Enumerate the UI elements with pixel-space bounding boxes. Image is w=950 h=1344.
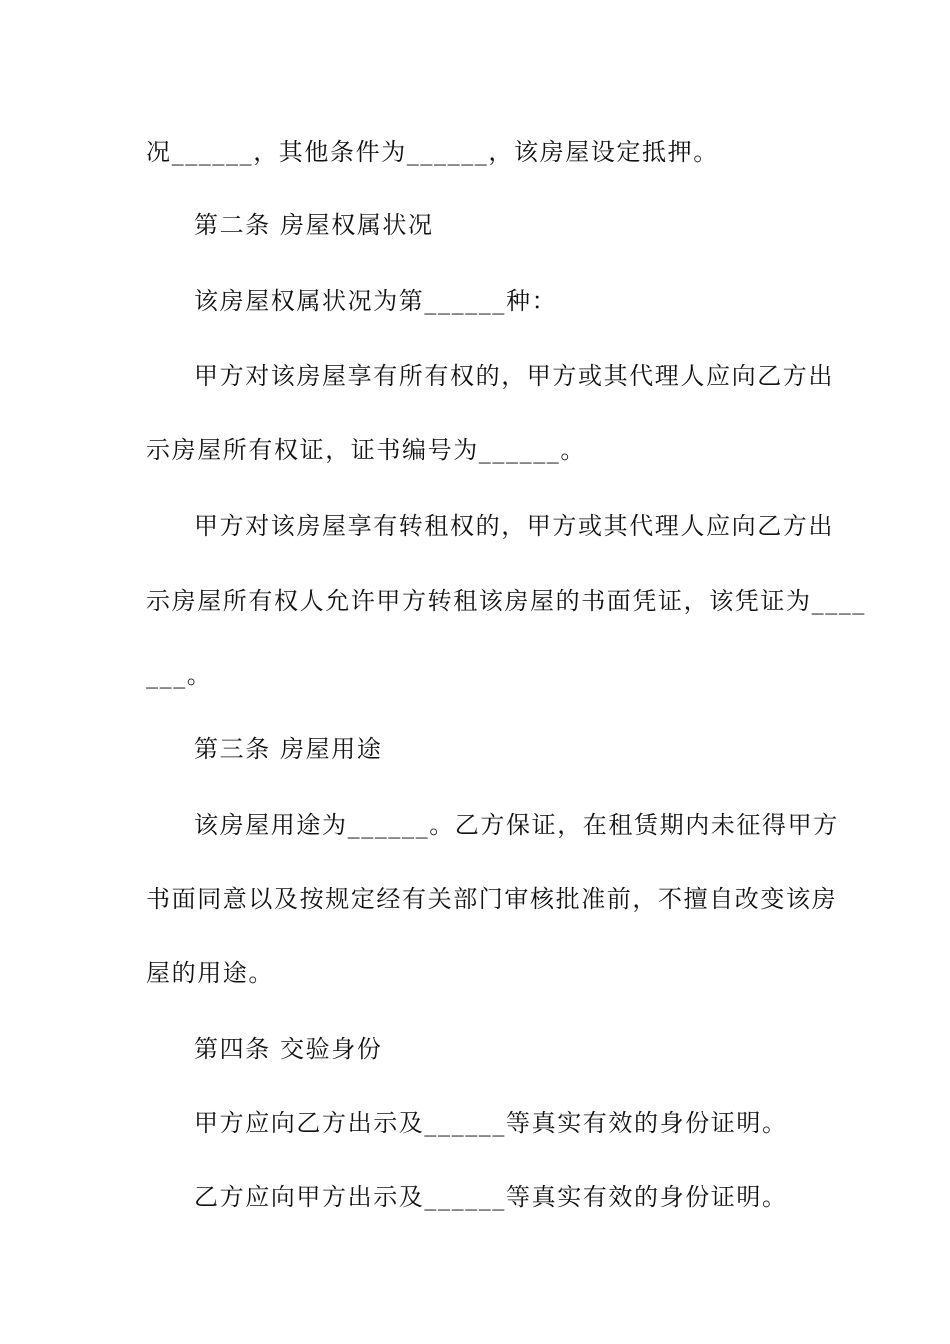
paragraph-line: 该房屋用途为______。乙方保证，在租赁期内未征得甲方 xyxy=(194,811,839,839)
paragraph-line: 示房屋所有权人允许甲方转租该房屋的书面凭证，该凭证为____ xyxy=(146,587,866,615)
section-heading: 第二条 房屋权属状况 xyxy=(194,211,434,239)
paragraph-line: 该房屋权属状况为第______种： xyxy=(194,287,558,315)
paragraph-line: 屋的用途。 xyxy=(146,959,274,987)
paragraph-line: 甲方对该房屋享有转租权的，甲方或其代理人应向乙方出 xyxy=(194,512,834,540)
paragraph-line: 示房屋所有权证，证书编号为______。 xyxy=(146,436,586,464)
section-heading: 第三条 房屋用途 xyxy=(194,735,383,763)
paragraph-line: 书面同意以及按规定经有关部门审核批准前，不擅自改变该房 xyxy=(146,885,838,913)
paragraph-line: 况______，其他条件为______，该房屋设定抵押。 xyxy=(146,138,719,166)
paragraph-line: 乙方应向甲方出示及______等真实有效的身份证明。 xyxy=(194,1183,788,1211)
paragraph-line: 甲方应向乙方出示及______等真实有效的身份证明。 xyxy=(194,1109,788,1137)
paragraph-line: 甲方对该房屋享有所有权的，甲方或其代理人应向乙方出 xyxy=(194,362,834,390)
paragraph-line: ___。 xyxy=(146,661,213,689)
section-heading: 第四条 交验身份 xyxy=(194,1035,383,1063)
